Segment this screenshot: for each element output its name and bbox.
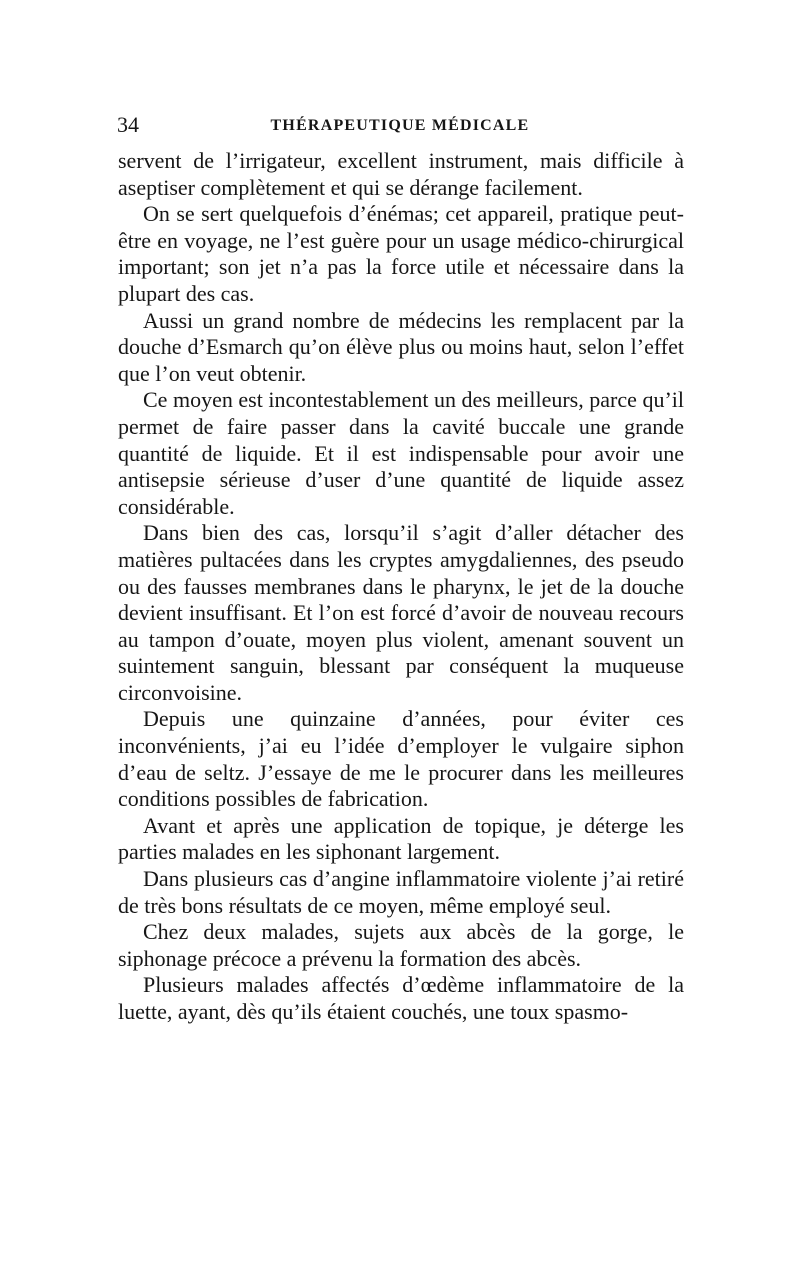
paragraph-2: On se sert quelquefois d’énémas; cet appareil, pratique peut-être en voyage, ne l’est guère pour un usage médico-chirurgical important; son jet n’a pas la force utile et nécessaire dans la plupart des cas. <box>118 201 684 306</box>
paragraph-7: Avant et après une application de topique, je déterge les parties malades en les siphonant largement. <box>118 812 684 865</box>
paragraph-3: Aussi un grand nombre de médecins les remplacent par la douche d’Esmarch qu’on élève plus ou moins haut, selon l’effet que l’on veut obtenir. <box>118 307 684 386</box>
running-title: THÉRAPEUTIQUE MÉDICALE <box>270 117 530 134</box>
running-head <box>117 111 683 139</box>
paragraph-4: Ce moyen est incontestablement un des meilleurs, parce qu’il permet de faire passer dans la cavité buccale une grande quantité de liquide. Et il est indispensable pour avoir une antisepsie sérieuse d’user d’une quantité de liquide assez considérable. <box>118 387 684 519</box>
paragraph-8: Dans plusieurs cas d’angine inflammatoire violente j’ai retiré de très bons résultats de ce moyen, même employé seul. <box>118 866 684 918</box>
body-text <box>118 148 684 1026</box>
page-number: 34 <box>117 112 139 137</box>
paragraph-6: Depuis une quinzaine d’années, pour éviter ces inconvénients, j’ai eu l’idée d’employer le vulgaire siphon d’eau de seltz. J’essaye de me le procurer dans les meilleures conditions possibles de fabrication. <box>118 706 684 812</box>
paragraph-10: Plusieurs malades affectés d’œdème inflammatoire de la luette, ayant, dès qu’ils étaient couchés, une toux spasmo- <box>118 972 684 1024</box>
paragraph-1: servent de l’irrigateur, excellent instrument, mais difficile à aseptiser complètement et qui se dérange facilement. <box>118 148 684 200</box>
paragraph-9: Chez deux malades, sujets aux abcès de la gorge, le siphonage précoce a prévenu la formation des abcès. <box>118 919 684 971</box>
paragraph-5: Dans bien des cas, lorsqu’il s’agit d’aller détacher des matières pultacées dans les cryptes amygdaliennes, des pseudo ou des fausses membranes dans le pharynx, le jet de la douche devient insuffisant. Et l’on est forcé d’avoir de nouveau recours au tampon d’ouate, moyen plus violent, amenant souvent un suintement sanguin, blessant par conséquent la muqueuse circonvoisine. <box>118 520 684 705</box>
